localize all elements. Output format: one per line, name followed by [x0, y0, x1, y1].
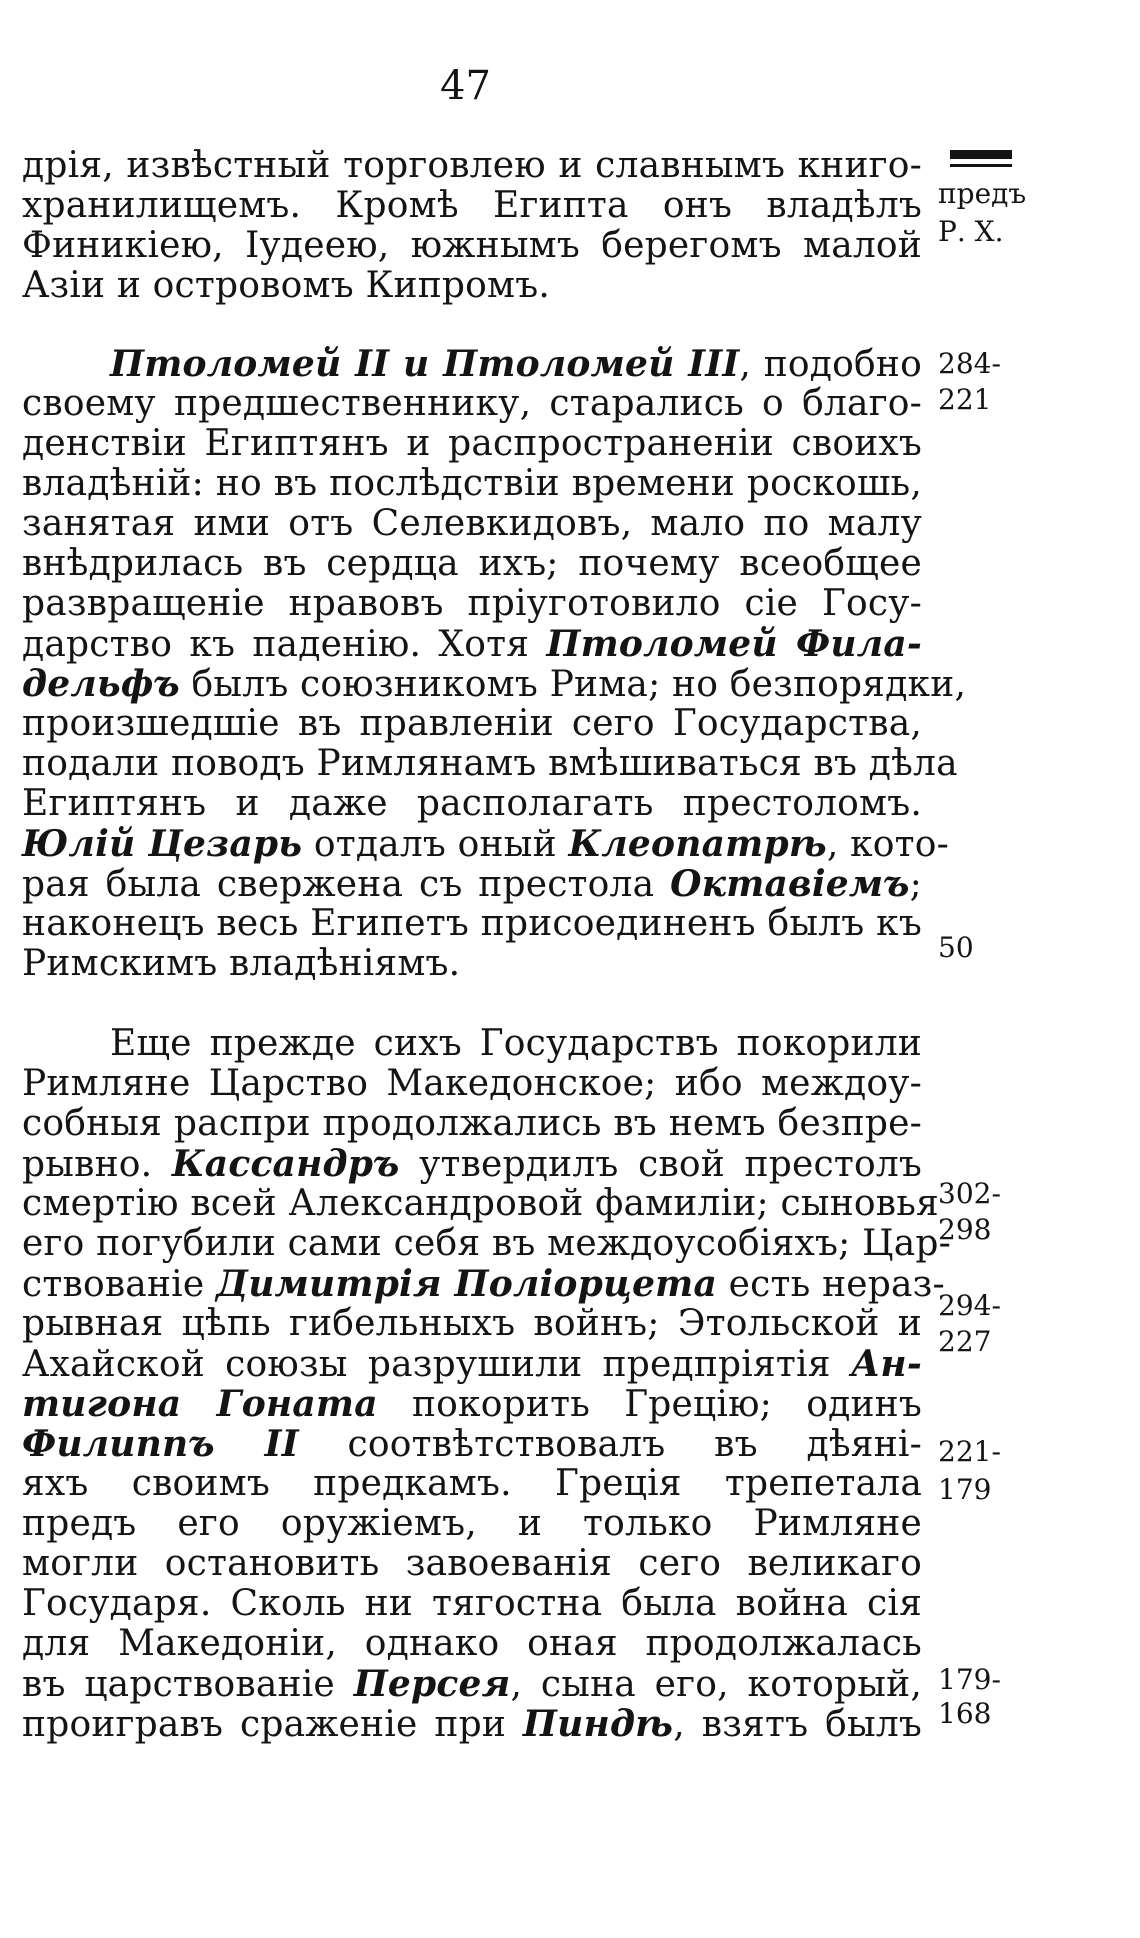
text-line: для Македоніи, однако оная продолжалась — [22, 1623, 922, 1664]
text-line: Государя. Сколь ни тягостна была война сія — [22, 1583, 922, 1624]
margin-note-date: 168 — [938, 1697, 992, 1730]
text-line: Римляне Царство Македонское; ибо междоу- — [22, 1063, 922, 1104]
margin-note-era-bottom: Р. Х. — [938, 215, 1004, 248]
text-line — [22, 624, 922, 665]
text-line: владѣній: но въ послѣдствіи времени роскошь, — [22, 463, 922, 504]
text-span: отдалъ оный — [302, 824, 569, 865]
text-line: произшедшіе въ правленіи сего Государства, — [22, 703, 922, 744]
text-line: своему предшественнику, старались о благо- — [22, 383, 922, 424]
name-cleopatra: Клеопатрѣ — [568, 823, 827, 865]
text-line: внѣдрилась въ сердца ихъ; почему всеобщее — [22, 543, 922, 584]
page-number: 47 — [440, 63, 491, 109]
text-span: Ахайской союзы разрушили предпріятія — [22, 1344, 851, 1385]
text-line — [22, 1664, 922, 1705]
text-line: Еще прежде сихъ Государствъ покорили — [110, 1023, 922, 1064]
text-span: , взятъ былъ — [673, 1704, 922, 1745]
text-line: яхъ своимъ предкамъ. Греція трепетала — [22, 1463, 922, 1504]
text-span: рывно. — [22, 1144, 172, 1185]
text-span: , сына его, который, — [510, 1664, 922, 1705]
text-span: былъ союзникомъ Рима; но безпорядки, — [179, 664, 967, 705]
text-line — [22, 823, 950, 865]
text-line: дрія, извѣстный торговлею и славнымъ книго- — [22, 145, 922, 186]
decorative-rule — [950, 150, 1012, 159]
margin-note-date: 179- — [938, 1663, 1001, 1696]
text-line: могли остановить завоеванія сего великаго — [22, 1543, 922, 1584]
text-line: предъ его оружіемъ, и только Римляне — [22, 1503, 922, 1544]
text-span: , кото- — [826, 824, 950, 865]
text-span: есть нераз- — [717, 1264, 945, 1305]
text-line — [22, 663, 967, 705]
name-ptolemy-philadelphus: Птоломей Фила- — [546, 623, 923, 665]
text-line: занятая ими отъ Селевкидовъ, мало по малу — [22, 503, 922, 544]
name-philip-ii: Филиппъ II — [22, 1423, 299, 1465]
text-line: Азіи и островомъ Кипромъ. — [22, 265, 550, 306]
text-line: Египтянъ и даже располагать престоломъ. — [22, 783, 922, 824]
margin-note-date: 221 — [938, 383, 992, 416]
text-line — [22, 1384, 922, 1425]
name-antigonus-gonatas: Ан- — [850, 1343, 922, 1385]
text-line — [22, 1144, 922, 1185]
text-line: Римскимъ владѣніямъ. — [22, 943, 461, 984]
text-span: соотвѣтствовалъ въ дѣяні- — [298, 1424, 922, 1465]
text-line: его погубили сами себя въ междоусобіяхъ; Цар- — [22, 1223, 951, 1264]
text-span: утвердилъ свой престолъ — [399, 1144, 923, 1185]
text-line — [22, 1424, 922, 1465]
text-line: денствіи Египтянъ и распространеніи своихъ — [22, 423, 922, 464]
margin-note-date: 179 — [938, 1473, 992, 1506]
text-line: наконецъ весь Египетъ присоединенъ былъ къ — [22, 903, 922, 944]
text-line — [110, 344, 922, 385]
name-ptolemy-philadelphus: дельфъ — [22, 663, 180, 705]
text-line — [22, 1344, 922, 1385]
text-line: смертію всей Александровой фамиліи; сыновья — [22, 1183, 939, 1224]
margin-note-date: 50 — [938, 931, 974, 964]
name-pindus: Пиндѣ — [522, 1703, 674, 1745]
text-span: проигравъ сраженіе при — [22, 1704, 523, 1745]
text-line: развращеніе нравовъ пріуготовило сіе Госу- — [22, 583, 922, 624]
text-line: Финикіею, Іудеею, южнымъ берегомъ малой — [22, 225, 922, 266]
margin-note-date: 227 — [938, 1325, 992, 1358]
name-perseus: Персея — [353, 1663, 511, 1705]
text-span: дарство къ паденію. Хотя — [22, 624, 547, 665]
text-line — [22, 864, 922, 905]
text-span: въ царствованіе — [22, 1664, 354, 1705]
name-demetrius-poliorcetes: Димитрія Поліорцета — [216, 1263, 717, 1305]
text-line: хранилищемъ. Кромѣ Египта онъ владѣлъ — [22, 185, 922, 226]
name-ptolemy: Птоломей II и Птоломей III — [110, 343, 740, 385]
margin-note-date: 298 — [938, 1213, 992, 1246]
text-line: подали поводъ Римлянамъ вмѣшиваться въ дѣла — [22, 743, 958, 784]
name-octavian: Октавіемъ — [670, 863, 910, 905]
text-span: ствованіе — [22, 1264, 217, 1305]
text-line — [22, 1263, 945, 1305]
name-antigonus-gonatas: тигона Гоната — [22, 1383, 378, 1425]
text-line: собныя распри продолжались въ немъ безпре- — [22, 1103, 922, 1144]
text-span: покорить Грецію; одинъ — [377, 1384, 922, 1425]
margin-note-era-top: предъ — [938, 177, 1027, 210]
name-julius-caesar: Юлій Цезарь — [22, 823, 303, 865]
text-line: рывная цѣпь гибельныхъ войнъ; Этольской и — [22, 1303, 922, 1344]
text-span: рая была свержена съ престола — [22, 864, 671, 905]
margin-note-date: 221- — [938, 1435, 1001, 1468]
name-cassander: Кассандръ — [171, 1143, 400, 1185]
margin-note-date: 284- — [938, 347, 1001, 380]
text-span: ; — [909, 864, 922, 905]
text-span: , подобно — [739, 344, 922, 385]
margin-note-date: 302- — [938, 1177, 1001, 1210]
margin-note-date: 294- — [938, 1289, 1001, 1322]
text-line — [22, 1704, 922, 1745]
